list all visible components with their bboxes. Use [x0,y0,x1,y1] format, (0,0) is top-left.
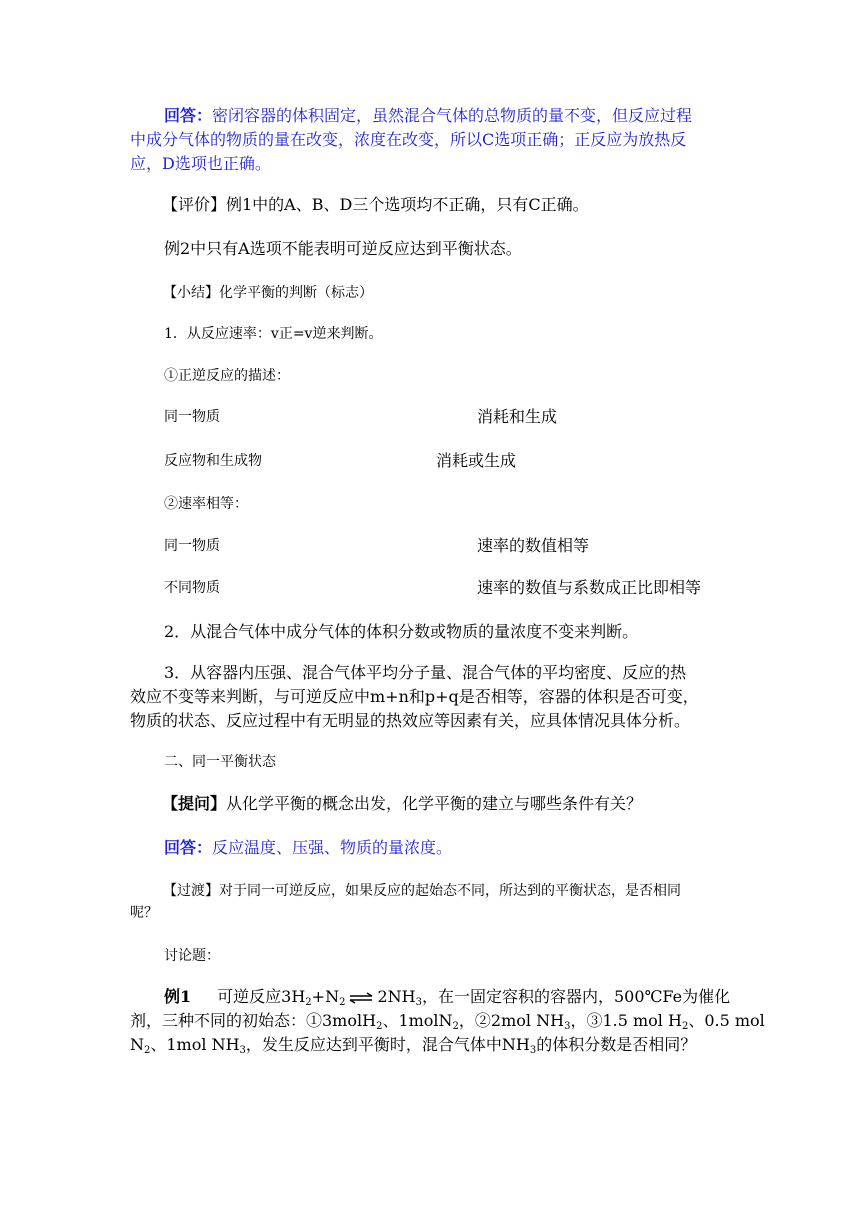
discussion-label: 讨论题： [164,948,220,964]
example1-line1: 例1 可逆反应$3H_2+N_2$ $2NH_3$，在一固定容积的容器内，500℃Fe为催化 [164,987,731,1008]
document-page: 回答：密闭容器的体积固定，虽然混合气体的总物质的量不变，但反应过程 中成分气体的物质的量在改变，浓度在改变，所以C选项正确；正反应为放热反 应，D选项也正确。 【评价】例1中的A、B、D三个选项均不正确，只有C正确。 例2中只有A选项不能表明可逆反应达到平衡状态。 【小结】化学平衡的判断（标志） 1．从反应速率：v正=v逆来判断。 ①正逆反应的描述： 同一物质 消耗和生成 反应物和生成物 消耗或生成 ②速率相等： 同一物质 速率的数值相等 不同物质 速率的数值与系数成正比即相等 2．从混合气体中成分气体的体积分数或物质的量浓度不变来判断。 3．从容器内压强、混合气体平均分子量、混合气体的平均密度、反应的热 效应不变等来判断，与可逆反应中m+n和p+q是否相等，容器的体积是否可变， 物质的状态、反应过程中有无明显的热效应等因素有关，应具体情况具体分析。 二、同一平衡状态 【提问】从化学平衡的概念出发，化学平衡的建立与哪些条件有关？ 回答：反应温度、压强、物质的量浓度。 【过渡】对于同一可逆反应，如果反应的起始态不同，所达到的平衡状态，是否相同 呢？ 讨论题： 例1 可逆反应$3H_2+N_2$ $2NH_3$，在一固定容积的容器内，500℃Fe为催化 剂，三种不同的初始态：①3molH$_2$、1molN$_2$，②2mol $NH_3$，③1.5 mol $H_2$、0.5 mol $N_2$、1mol $NH_3$，发生反应达到平衡时，混合气体中$NH_3$的体积分数是否相同？ [0,0,860,1216]
answer1-line1: 回答：密闭容器的体积固定，虽然混合气体的总物质的量不变，但反应过程 [164,106,693,125]
answer1-line2: 中成分气体的物质的量在改变，浓度在改变，所以C选项正确；正反应为放热反 [130,130,687,149]
transition-line1: 【过渡】对于同一可逆反应，如果反应的起始态不同，所达到的平衡状态，是否相同 [163,883,681,899]
evaluation-line2: 例2中只有A选项不能表明可逆反应达到平衡状态。 [164,239,522,258]
summary-item3-line1: 3．从容器内压强、混合气体平均分子量、混合气体的平均密度、反应的热 [164,663,687,682]
equilibrium-arrow-icon [348,992,374,1004]
summary-item3-line2: 效应不变等来判断，与可逆反应中m+n和p+q是否相等，容器的体积是否可变， [130,687,699,706]
evaluation-line1: 【评价】例1中的A、B、D三个选项均不正确，只有C正确。 [162,195,589,214]
transition-line2: 呢？ [130,905,158,921]
example1-line3: $N_2$、1mol $NH_3$，发生反应达到平衡时，混合气体中$NH_3$的体积分数是否相同？ [130,1035,697,1056]
summary-item1: 1．从反应速率：v正=v逆来判断。 [164,326,383,342]
summary-sub2: ②速率相等： [164,496,248,512]
answer1-label: 回答： [164,106,213,125]
section2-title: 二、同一平衡状态 [164,754,276,770]
summary-heading: 【小结】化学平衡的判断（标志） [163,285,373,301]
answer1-line3: 应，D选项也正确。 [130,154,271,173]
example1-line2: 剂，三种不同的初始态：①3molH$_2$、1molN$_2$，②2mol $NH_3$，③1.5 mol $H_2$、0.5 mol [130,1011,765,1032]
summary-item2: 2．从混合气体中成分气体的体积分数或物质的量浓度不变来判断。 [164,622,639,641]
question-label: 【提问】 [162,794,227,813]
summary-item3-line3: 物质的状态、反应过程中有无明显的热效应等因素有关，应具体情况具体分析。 [130,711,691,730]
question-line: 【提问】从化学平衡的概念出发，化学平衡的建立与哪些条件有关？ [162,794,643,813]
answer2-line: 回答：反应温度、压强、物质的量浓度。 [164,838,453,857]
summary-sub1: ①正逆反应的描述： [164,368,290,384]
answer2-label: 回答： [164,838,213,857]
example1-label: 例1 [164,987,192,1006]
